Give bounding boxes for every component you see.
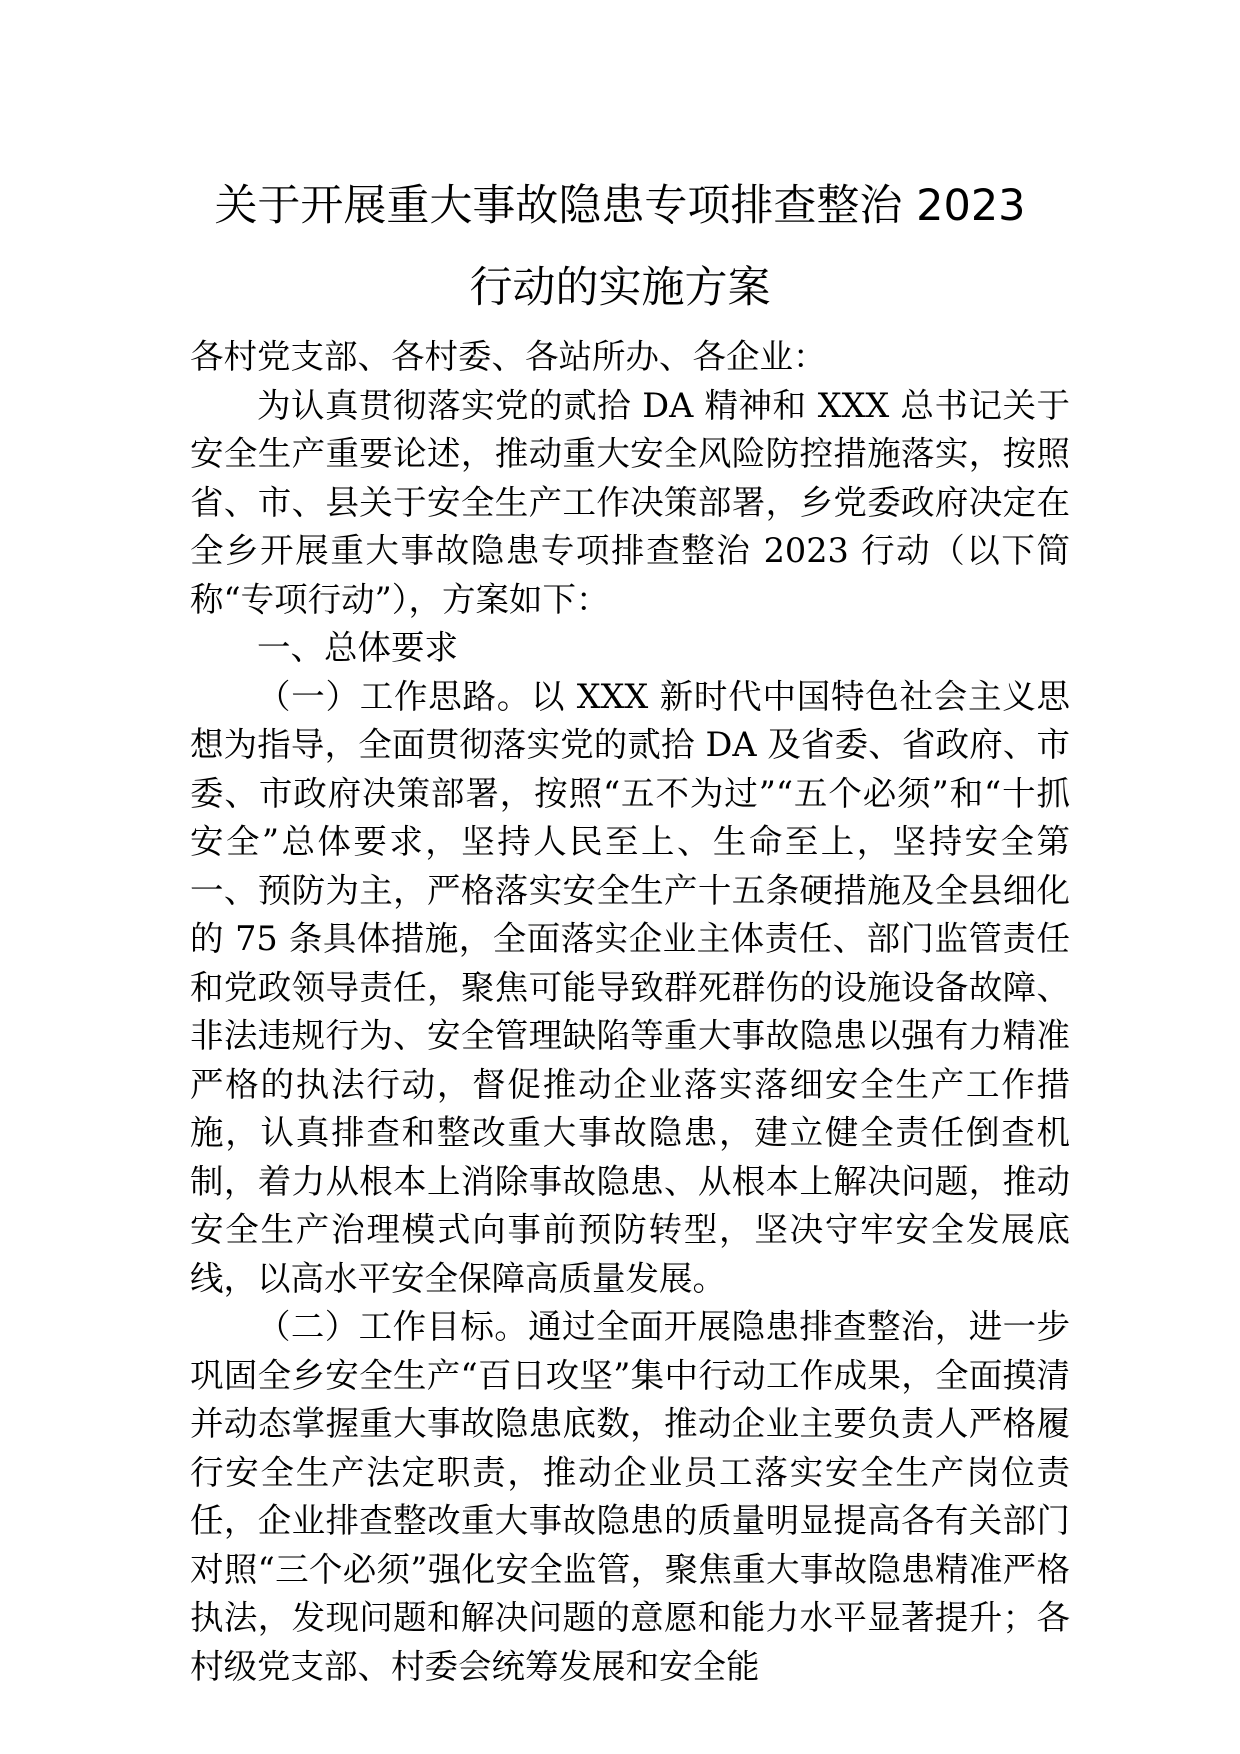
- document-title-line-2: 行动的实施方案: [469, 263, 771, 313]
- intro-paragraph: 为认真贯彻落实党的贰拾 DA 精神和 XXX 总书记关于安全生产重要论述，推动重大安全风险防控措施落实，按照省、市、县关于安全生产工作决策部署，乡党委政府决定在全乡开展重大事故隐患专项排查整治 2023 行动（以下简称“专项行动”），方案如下：: [190, 385, 1070, 619]
- section-heading-general-requirements: 一、总体要求: [257, 628, 458, 667]
- document-title-line-1: 关于开展重大事故隐患专项排查整治 2023: [214, 181, 1026, 231]
- paragraph-work-goals: （二）工作目标。通过全面开展隐患排查整治，进一步巩固全乡安全生产“百日攻坚”集中行动工作成果，全面摸清并动态掌握重大事故隐患底数，推动企业主要负责人严格履行安全生产法定职责，推动企业员工落实安全生产岗位责任，企业排查整改重大事故隐患的质量明显提高各有关部门对照“三个必须”强化安全监管，聚焦重大事故隐患精准严格执法，发现问题和解决问题的意愿和能力水平显著提升；各村级党支部、村委会统筹发展和安全能: [190, 1307, 1070, 1686]
- paragraph-work-approach: （一）工作思路。以 XXX 新时代中国特色社会主义思想为指导，全面贯彻落实党的贰拾 DA 及省委、省政府、市委、市政府决策部署，按照“五不为过”“五个必须”和“十抓安全”总体要求，坚持人民至上、生命至上，坚持安全第一、预防为主，严格落实安全生产十五条硬措施及全县细化的 75 条具体措施，全面落实企业主体责任、部门监管责任和党政领导责任，聚焦可能导致群死群伤的设施设备故障、非法违规行为、安全管理缺陷等重大事故隐患以强有力精准严格的执法行动，督促推动企业落实落细安全生产工作措施，认真排查和整改重大事故隐患，建立健全责任倒查机制，着力从根本上消除事故隐患、从根本上解决问题，推动安全生产治理模式向事前预防转型，坚决守牢安全发展底线，以高水平安全保障高质量发展。: [190, 676, 1070, 1298]
- document-body: [190, 333, 1070, 1691]
- salutation: 各村党支部、各村委、各站所办、各企业：: [190, 337, 827, 376]
